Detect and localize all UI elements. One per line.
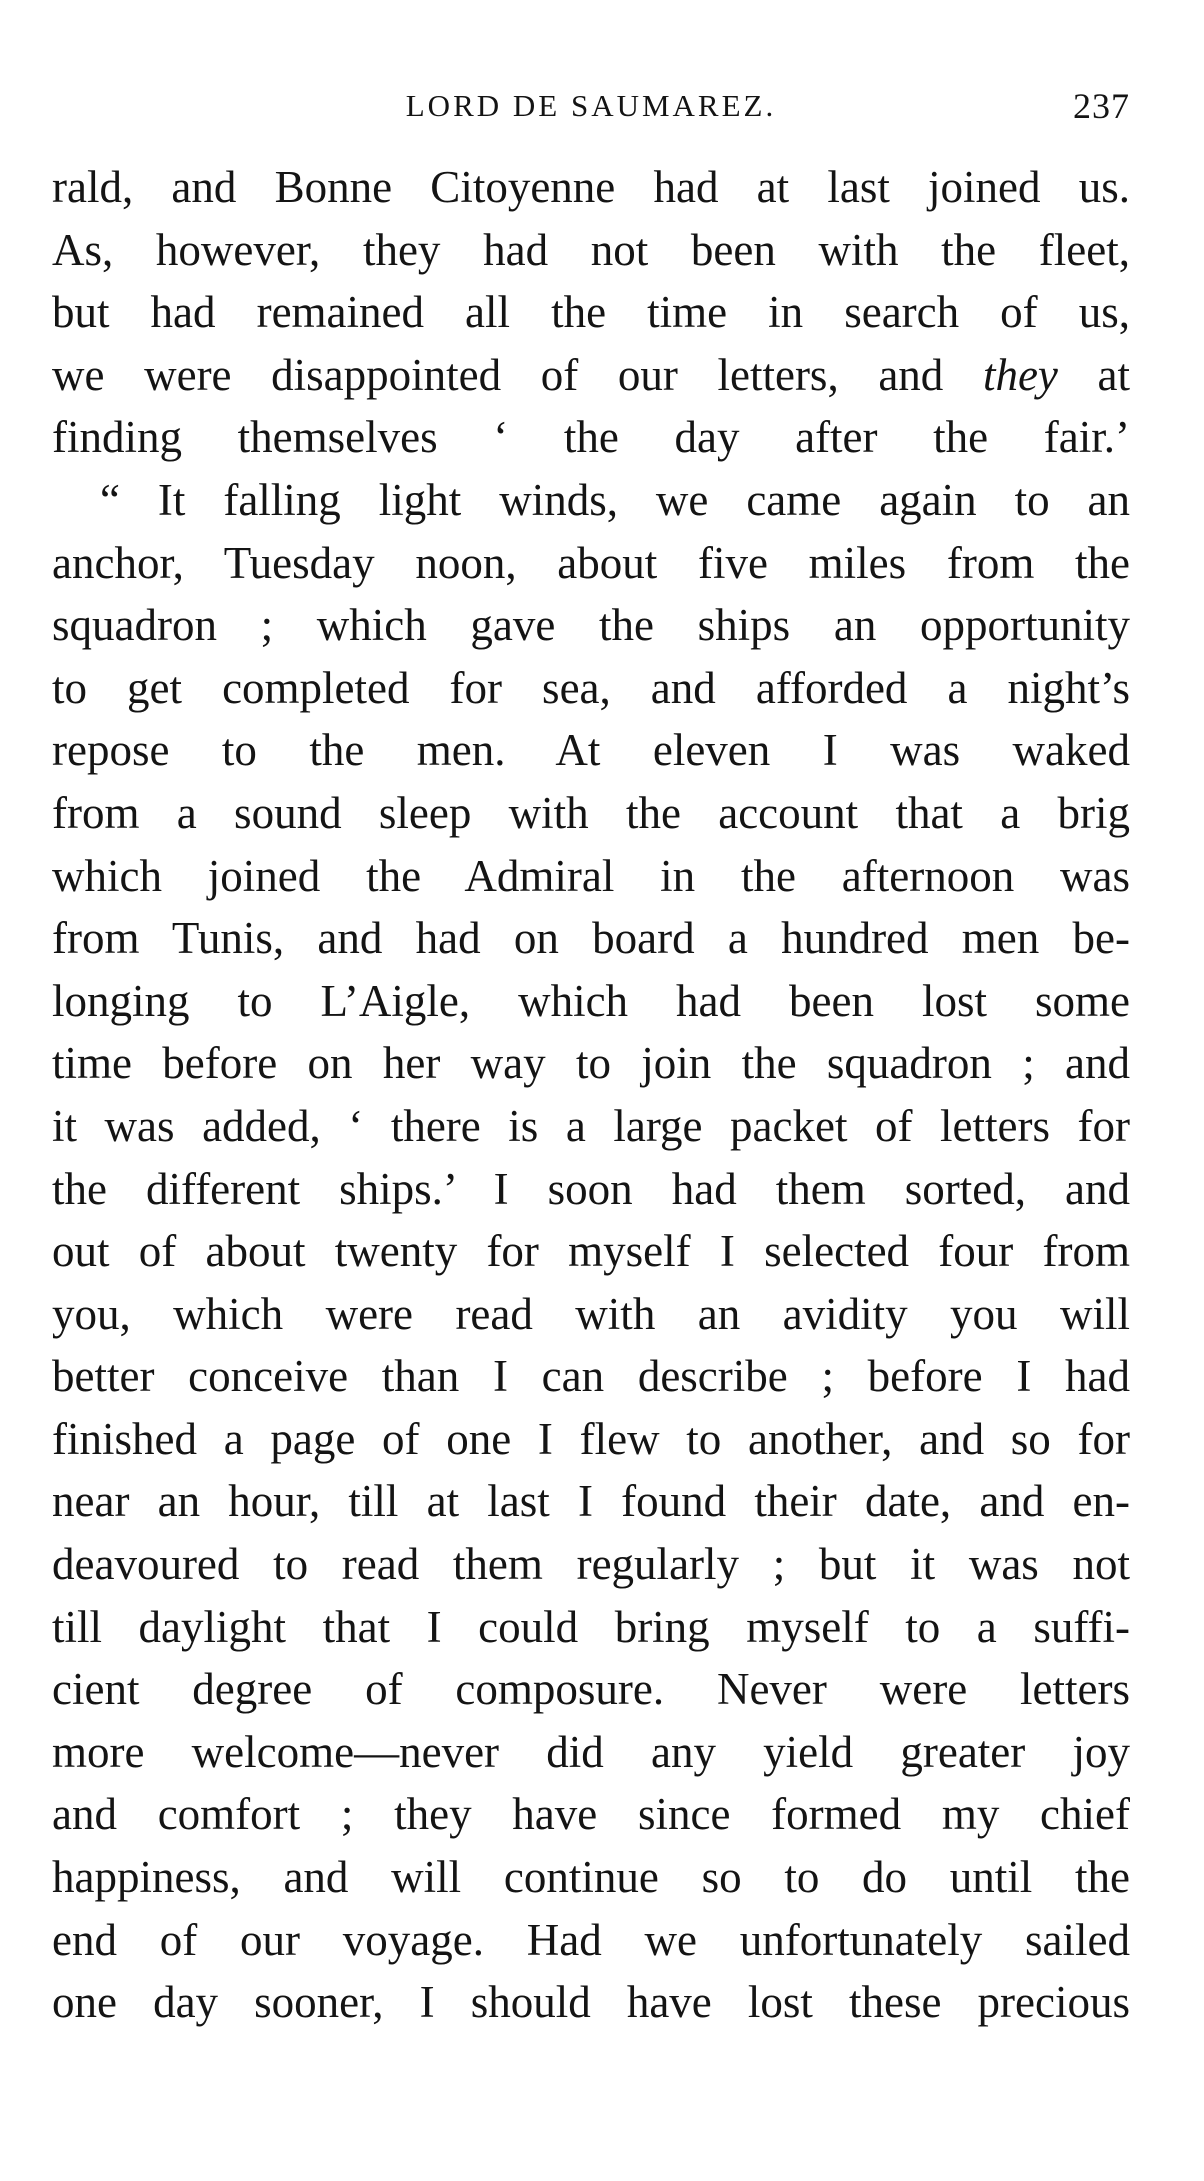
running-title: LORD DE SAUMAREZ.: [405, 88, 777, 123]
text-line: you, which were read with an avidity you will: [52, 1288, 1130, 1339]
text-line: longing to L’Aigle, which had been lost some: [52, 975, 1130, 1026]
page-number: 237: [1073, 86, 1130, 126]
text-line: repose to the men. At eleven I was waked: [52, 725, 1130, 776]
paragraph-start-line: “ It falling light winds, we came again to an: [100, 474, 1130, 525]
text-line: anchor, Tuesday noon, about five miles from the: [52, 537, 1130, 588]
text-line: rald, and Bonne Citoyenne had at last joined us.: [52, 162, 1130, 212]
text-line: finished a page of one I flew to another, and so for: [52, 1413, 1130, 1464]
text-line: near an hour, till at last I found their date, and en-: [52, 1476, 1130, 1527]
text-line-with-italic: [52, 344, 1130, 407]
text-line: As, however, they had not been with the fleet,: [52, 224, 1130, 275]
text-line: more welcome—never did any yield greater joy: [52, 1726, 1130, 1777]
text-segment: at: [1097, 349, 1131, 400]
text-line: from a sound sleep with the account that a brig: [52, 787, 1130, 838]
text-segment: we were disappointed of our letters, and: [52, 349, 944, 400]
text-line: from Tunis, and had on board a hundred men be-: [52, 913, 1130, 964]
text-line: to get completed for sea, and afforded a night’s: [52, 662, 1130, 713]
text-line: which joined the Admiral in the afternoon was: [52, 850, 1130, 901]
text-line: squadron ; which gave the ships an opportunity: [52, 600, 1130, 651]
text-line: one day sooner, I should have lost these precious: [52, 1977, 1130, 2028]
text-line: and comfort ; they have since formed my chief: [52, 1789, 1130, 1840]
text-line: out of about twenty for myself I selected four from: [52, 1226, 1130, 1277]
body-text: [52, 156, 1130, 2034]
text-line: finding themselves ‘ the day after the fair.’: [52, 412, 1130, 463]
text-line: deavoured to read them regularly ; but it was not: [52, 1539, 1130, 1590]
text-line: it was added, ‘ there is a large packet of letters for: [52, 1100, 1130, 1151]
text-line: cient degree of composure. Never were letters: [52, 1664, 1130, 1715]
text-line: happiness, and will continue so to do until the: [52, 1852, 1130, 1903]
text-line: end of our voyage. Had we unfortunately sailed: [52, 1914, 1130, 1965]
text-line: till daylight that I could bring myself to a suffi-: [52, 1601, 1130, 1652]
text-line: the different ships.’ I soon had them sorted, and: [52, 1163, 1130, 1214]
text-line: better conceive than I can describe ; before I had: [52, 1351, 1130, 1402]
text-line: time before on her way to join the squadron ; and: [52, 1038, 1130, 1089]
text-line: but had remained all the time in search of us,: [52, 287, 1130, 338]
italic-word: they: [982, 349, 1058, 400]
running-header: [52, 78, 1130, 134]
